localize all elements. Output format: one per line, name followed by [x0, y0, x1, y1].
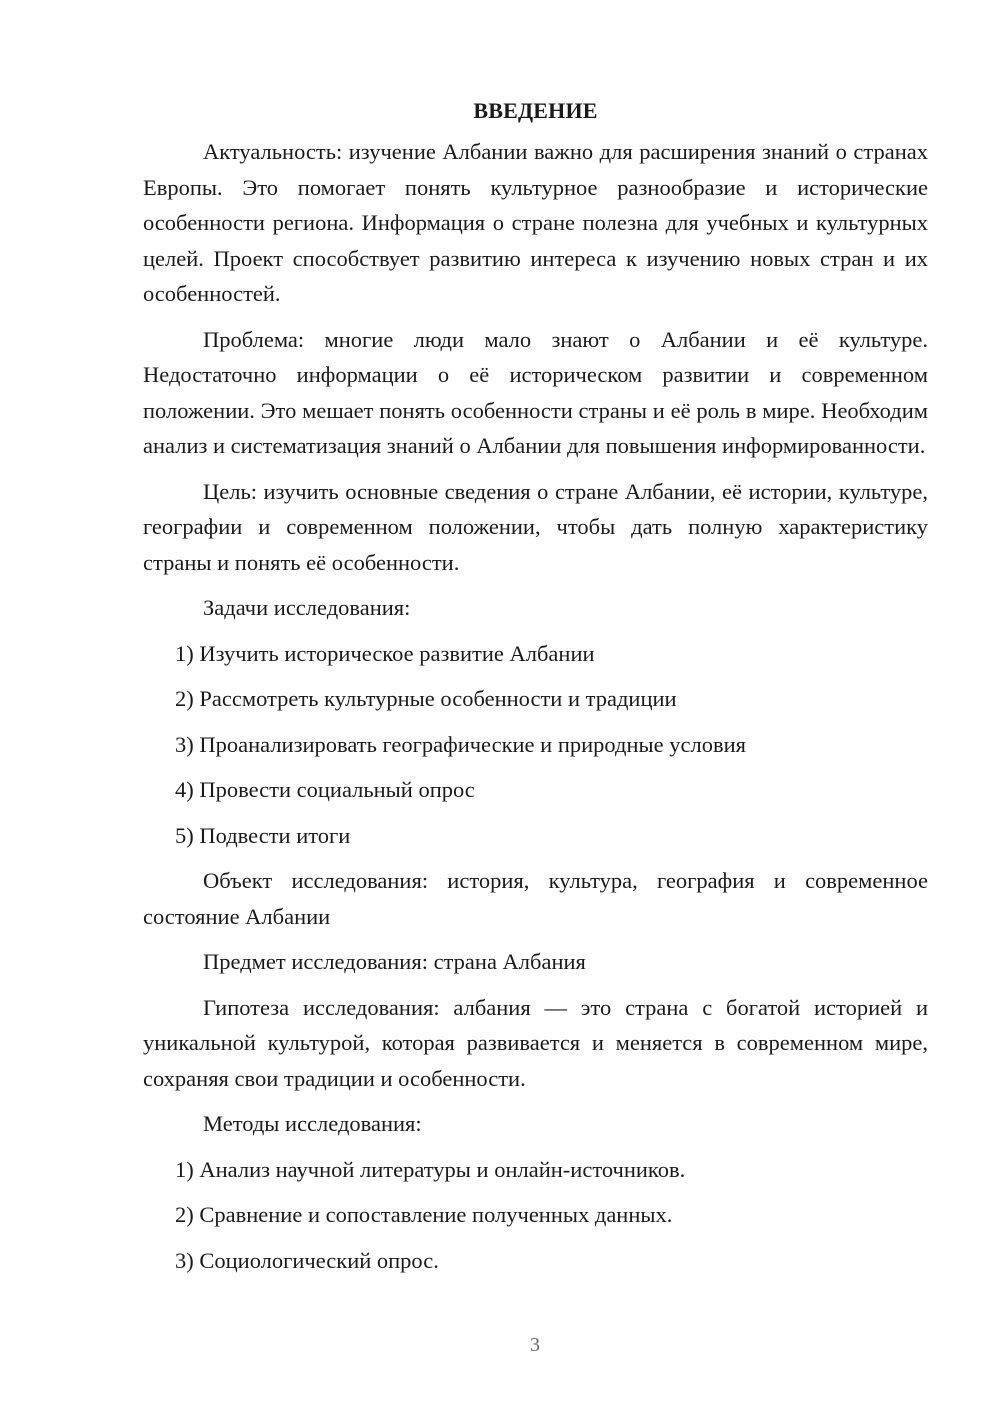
problem-paragraph: Проблема: многие люди мало знают о Албании и её культуре. Недостаточно информации о её историческом развитии и современном положении. Это мешает понять особенности страны и её роль в мире. Необходим анализ и систематизация знаний о Албании для повышения информированности.: [143, 326, 928, 458]
task-item: 3) Проанализировать географические и природные условия: [175, 731, 746, 757]
tasks-label: Задачи исследования:: [203, 595, 411, 620]
task-item: 1) Изучить историческое развитие Албании: [175, 640, 595, 666]
document-body: [143, 96, 928, 1288]
section-heading: ВВЕДЕНИЕ: [473, 98, 598, 123]
subject-paragraph: Предмет исследования: страна Албания: [203, 949, 586, 974]
hypothesis-paragraph: Гипотеза исследования: албания — это страна с богатой историей и уникальной культурой, которая развивается и меняется в современном мире, сохраняя свои традиции и особенности.: [143, 994, 928, 1091]
task-item: 5) Подвести итоги: [175, 822, 351, 848]
page-number: 3: [530, 1334, 540, 1356]
method-item: 1) Анализ научной литературы и онлайн-источников.: [175, 1156, 686, 1182]
relevance-paragraph: Актуальность: изучение Албании важно для расширения знаний о странах Европы. Это помогает понять культурное разнообразие и исторические особенности региона. Информация о стране полезна для учебных и культурных целей. Проект способствует развитию интереса к изучению новых стран и их особенностей.: [143, 139, 928, 306]
goal-paragraph: Цель: изучить основные сведения о стране Албании, её истории, культуре, географии и современном положении, чтобы дать полную характеристику страны и понять её особенности.: [143, 478, 928, 575]
methods-label: Методы исследования:: [203, 1111, 422, 1136]
method-item: 3) Социологический опрос.: [175, 1247, 439, 1273]
object-paragraph: Объект исследования: история, культура, география и современное состояние Албании: [143, 868, 928, 929]
task-item: 2) Рассмотреть культурные особенности и традиции: [175, 686, 677, 711]
method-item: 2) Сравнение и сопоставление полученных данных.: [175, 1202, 673, 1227]
task-item: 4) Провести социальный опрос: [175, 777, 475, 802]
